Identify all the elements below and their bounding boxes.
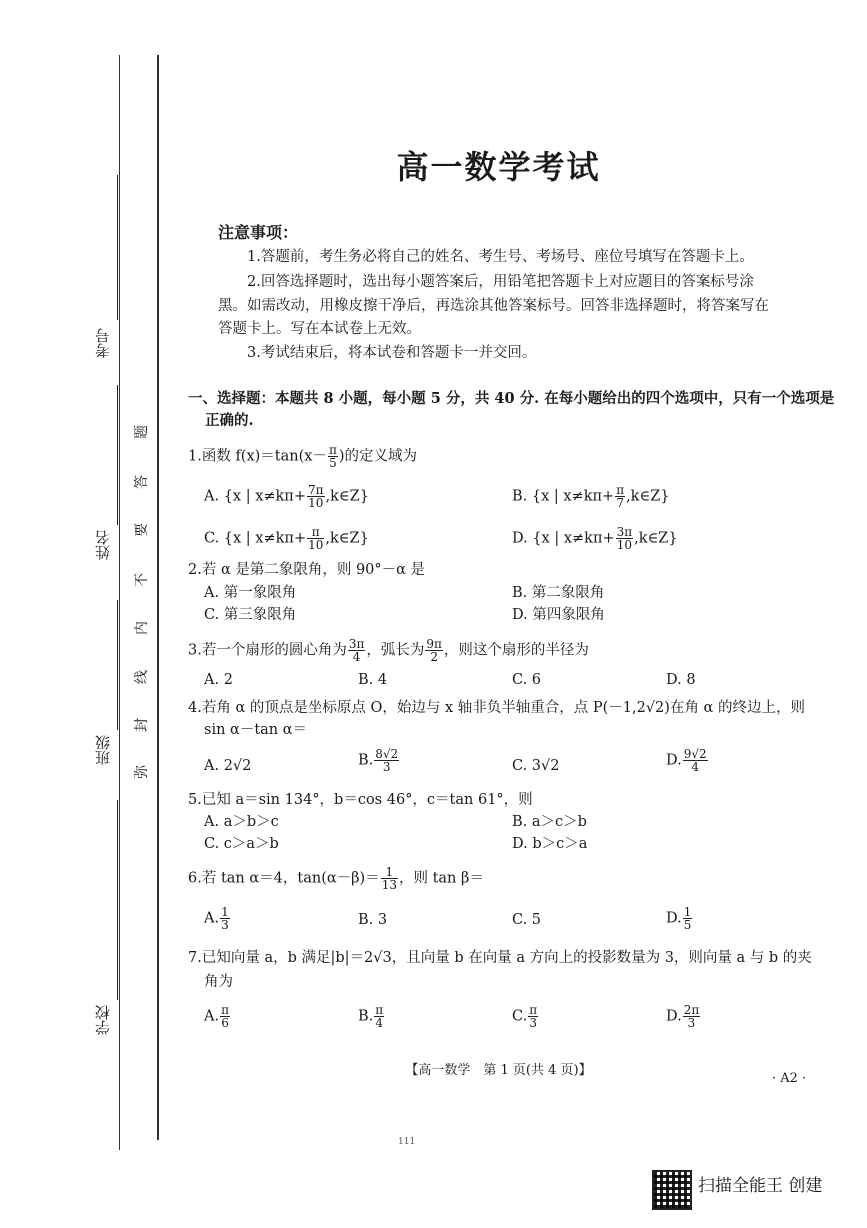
- question-3-option-d[interactable]: D. 8: [666, 672, 696, 688]
- question-5-stem: 5.已知 a＝sin 134°，b＝cos 46°，c＝tan 61°，则: [188, 792, 533, 808]
- seal-char: 封: [134, 718, 150, 732]
- page-footer: 【高一数学 第 1 页(共 4 页)】: [405, 1063, 592, 1078]
- section-heading: 一、选择题：本题共 8 小题，每小题 5 分，共 40 分. 在每小题给出的四个选项中，只有一个选项是: [188, 390, 835, 407]
- name-line: [117, 385, 118, 525]
- question-2-option-d[interactable]: D. 第四象限角: [512, 607, 605, 623]
- question-3-option-a[interactable]: A. 2: [204, 672, 233, 688]
- name-label: 姓名: [94, 530, 112, 560]
- class-label: 班级: [94, 735, 112, 765]
- question-2-option-c[interactable]: C. 第三象限角: [204, 607, 297, 623]
- qr-code-icon: [652, 1170, 692, 1210]
- question-4-stem-cont: sin α－tan α＝: [204, 722, 308, 738]
- question-1-option-d[interactable]: D. {x | x≠kπ+ $\frac{3\pi}{10}$ ,k∈Z}: [512, 525, 678, 552]
- question-2-option-b[interactable]: B. 第二象限角: [512, 585, 605, 601]
- notice-item-1: 1.答题前，考生务必将自己的姓名、考生号、考场号、座位号填写在答题卡上。: [247, 249, 754, 265]
- question-1-option-b[interactable]: B. {x | x≠kπ+ $\frac{\pi}{7}$ ,k∈Z}: [512, 483, 670, 510]
- question-3-option-c[interactable]: C. 6: [512, 672, 542, 688]
- seal-char: 要: [134, 523, 150, 537]
- notice-heading: 注意事项：: [218, 223, 299, 242]
- notice-item-2a: 2.回答选择题时，选出每小题答案后，用铅笔把答题卡上对应题目的答案标号涂: [247, 274, 754, 290]
- question-2-stem: 2.若 α 是第二象限角，则 90°－α 是: [188, 562, 426, 578]
- question-3-option-b[interactable]: B. 4: [358, 672, 388, 688]
- notice-item-3: 3.考试结束后，将本试卷和答题卡一并交回。: [247, 345, 537, 361]
- question-7-option-d[interactable]: D. $\frac{2\pi}{3}$: [666, 1003, 700, 1030]
- question-7-option-b[interactable]: B. $\frac{\pi}{4}$: [358, 1003, 384, 1030]
- question-7-option-a[interactable]: A. $\frac{\pi}{6}$: [204, 1003, 229, 1030]
- page-title: 高一数学考试: [396, 148, 601, 186]
- question-5-option-d[interactable]: D. b＞c＞a: [512, 836, 588, 852]
- notice-item-2c: 答题卡上。写在本试卷上无效。: [218, 321, 421, 337]
- question-4-option-b[interactable]: B. $\frac{8√2}{3}$: [358, 747, 399, 774]
- exam-no-line: [117, 175, 118, 320]
- question-5-option-a[interactable]: A. a＞b＞c: [204, 814, 279, 830]
- question-7-stem-cont: 角为: [204, 974, 233, 990]
- seal-char: 不: [134, 573, 150, 587]
- seal-char: 答: [134, 475, 150, 489]
- question-5-option-c[interactable]: C. c＞a＞b: [204, 836, 279, 852]
- question-4-option-a[interactable]: A. 2√2: [204, 758, 252, 774]
- section-heading-cont: 正确的.: [205, 412, 254, 429]
- school-label: 学校: [94, 1005, 112, 1035]
- question-6-option-b[interactable]: B. 3: [358, 912, 388, 928]
- question-6-option-d[interactable]: D. $\frac{1}{5}$: [666, 905, 692, 932]
- question-1-option-a[interactable]: A. {x | x≠kπ+ $\frac{7\pi}{10}$ ,k∈Z}: [204, 483, 369, 510]
- paper-code: · A2 ·: [772, 1071, 807, 1086]
- question-2-option-a[interactable]: A. 第一象限角: [204, 585, 297, 601]
- school-line: [117, 800, 118, 1000]
- notice-item-2b: 黑。如需改动，用橡皮擦干净后，再选涂其他答案标号。回答非选择题时，将答案写在: [218, 298, 769, 314]
- seal-char: 题: [134, 425, 150, 439]
- exam-no-label: 考号: [94, 328, 112, 358]
- margin-line-inner: [157, 55, 159, 1140]
- question-1-stem: 1.函数 f(x)＝tan(x－ $\frac{\pi}{5}$ )的定义域为: [188, 443, 418, 470]
- question-6-stem: 6.若 tan α＝4，tan(α－β)＝ $\frac{1}{13}$ ，则 tan β＝: [188, 865, 484, 892]
- question-4-option-c[interactable]: C. 3√2: [512, 758, 560, 774]
- seal-char: 内: [134, 621, 150, 635]
- footer-mark: 111: [398, 1137, 416, 1147]
- question-3-stem: 3.若一个扇形的圆心角为 $\frac{3\pi}{4}$ ，弧长为 $\frac{9\pi}{2}$ ，则这个扇形的半径为: [188, 637, 589, 664]
- scanner-watermark: 扫描全能王 创建: [698, 1176, 823, 1196]
- question-6-option-a[interactable]: A. $\frac{1}{3}$: [204, 905, 229, 932]
- question-5-option-b[interactable]: B. a＞c＞b: [512, 814, 587, 830]
- class-line: [117, 600, 118, 730]
- question-7-option-c[interactable]: C. $\frac{\pi}{3}$: [512, 1003, 538, 1030]
- fraction: $\frac{\pi}{5}$: [328, 443, 337, 470]
- margin-line-outer: [119, 55, 120, 1150]
- question-6-option-c[interactable]: C. 5: [512, 912, 542, 928]
- question-4-option-d[interactable]: D. $\frac{9√2}{4}$: [666, 747, 707, 774]
- question-7-stem: 7.已知向量 a，b 满足|b|＝2√3，且向量 b 在向量 a 方向上的投影数量为 3，则向量 a 与 b 的夹: [188, 950, 812, 966]
- seal-char: 弥: [134, 765, 150, 779]
- question-1-option-c[interactable]: C. {x | x≠kπ+ $\frac{\pi}{10}$ ,k∈Z}: [204, 525, 369, 552]
- question-4-stem: 4.若角 α 的顶点是坐标原点 O，始边与 x 轴非负半轴重合，点 P(－1,2√2)在角 α 的终边上，则: [188, 700, 805, 716]
- seal-char: 线: [134, 670, 150, 684]
